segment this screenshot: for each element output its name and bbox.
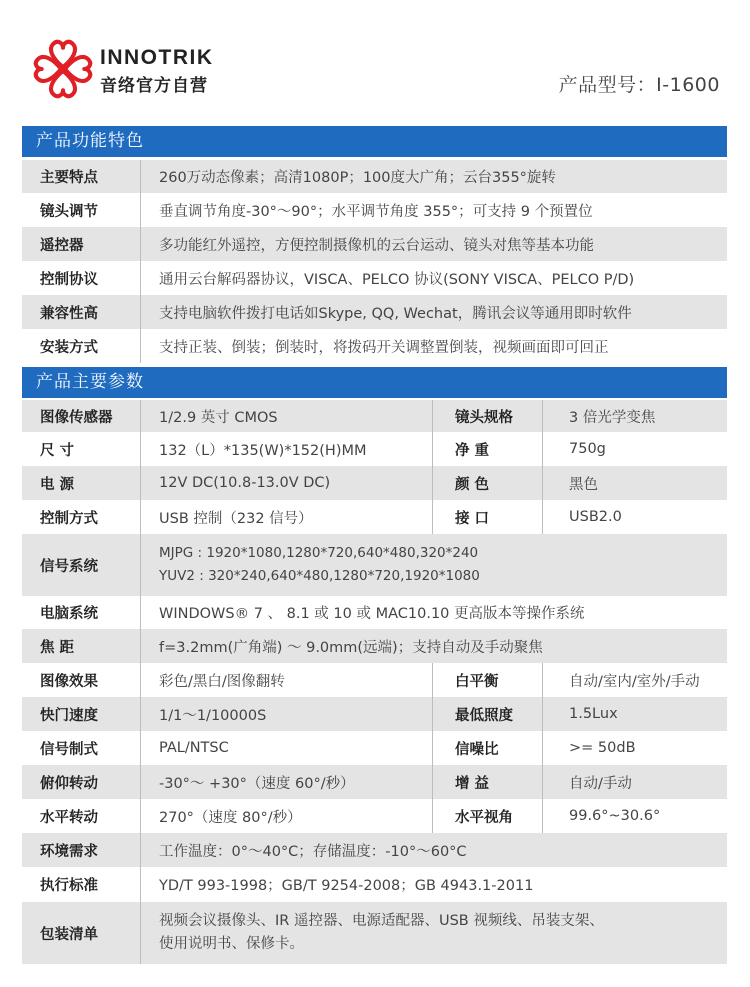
spec-value: 12V DC(10.8-13.0V DC) (140, 466, 432, 500)
spec-value-line: YUV2 : 320*240,640*480,1280*720,1920*1080 (159, 568, 480, 584)
feature-row (22, 261, 727, 295)
spec-row (22, 400, 727, 432)
brand-logo-icon (32, 38, 94, 100)
spec-row (22, 534, 727, 596)
spec-row (22, 432, 727, 466)
spec-label: 执行标准 (40, 878, 98, 894)
spec-label: 图像效果 (40, 673, 98, 690)
feature-label: 遥控器 (40, 237, 84, 254)
spec-value: 黑色 (542, 466, 727, 500)
spec-value: -30°～ +30°（速度 60°/秒） (140, 765, 432, 799)
section-title-specs: 产品主要参数 (22, 367, 727, 398)
spec-label: 焦 距 (40, 639, 75, 656)
spec-label: 镜头规格 (432, 400, 542, 432)
spec-value-line: 使用说明书、保修卡。 (159, 936, 304, 952)
feature-value: 支持正装、倒装；倒装时，将拨码开关调整置倒装，视频画面即可回正 (140, 329, 727, 363)
spec-row (22, 697, 727, 731)
spec-label: 尺 寸 (40, 442, 75, 459)
spec-label: 净 重 (432, 432, 542, 466)
spec-label: 接 口 (432, 500, 542, 534)
spec-value: 自动/室内/室外/手动 (542, 663, 727, 697)
spec-value: 1/2.9 英寸 CMOS (140, 400, 432, 432)
spec-label: 信噪比 (432, 731, 542, 765)
feature-row (22, 160, 727, 193)
feature-row (22, 329, 727, 363)
spec-value: 270°（速度 80°/秒） (140, 799, 432, 833)
spec-label: 控制方式 (40, 510, 98, 527)
brand-name-en: INNOTRIK (100, 46, 214, 69)
spec-label: 白平衡 (432, 663, 542, 697)
spec-label: 快门速度 (40, 707, 98, 724)
spec-row (22, 765, 727, 799)
feature-value: 通用云台解码器协议，VISCA、PELCO 协议(SONY VISCA、PELCO P/D) (140, 261, 727, 295)
spec-label: 水平视角 (432, 799, 542, 833)
spec-value: USB 控制（232 信号） (140, 500, 432, 534)
feature-label: 镜头调节 (40, 203, 98, 220)
spec-value: USB2.0 (542, 500, 727, 534)
feature-label: 控制协议 (40, 271, 98, 288)
spec-value: 3 倍光学变焦 (542, 400, 727, 432)
spec-row (22, 731, 727, 765)
section-title-features: 产品功能特色 (22, 126, 727, 157)
spec-value: YD/T 993-1998；GB/T 9254-2008；GB 4943.1-2011 (140, 867, 727, 902)
spec-label: 俯仰转动 (40, 775, 98, 792)
feature-value: 多功能红外遥控，方便控制摄像机的云台运动、镜头对焦等基本功能 (140, 227, 727, 261)
spec-value: 99.6°~30.6° (542, 799, 727, 833)
spec-value-line: 视频会议摄像头、IR 遥控器、电源适配器、USB 视频线、吊装支架、 (159, 913, 604, 929)
brand-name-cn: 音络官方自营 (100, 76, 208, 96)
spec-value: 1.5Lux (542, 697, 727, 731)
spec-value: WINDOWS® 7 、 8.1 或 10 或 MAC10.10 更高版本等操作系统 (140, 596, 727, 629)
spec-row (22, 596, 727, 629)
spec-label: 电 源 (40, 476, 75, 493)
spec-row (22, 629, 727, 663)
feature-row (22, 227, 727, 261)
feature-row (22, 295, 727, 329)
spec-label: 信号制式 (40, 741, 98, 758)
spec-label: 水平转动 (40, 809, 98, 826)
feature-label: 主要特点 (40, 170, 98, 186)
spec-label: 信号系统 (40, 558, 98, 575)
spec-value: PAL/NTSC (140, 731, 432, 765)
spec-label: 包装清单 (40, 926, 98, 943)
product-model: 产品型号：I-1600 (558, 74, 720, 96)
spec-label: 环境需求 (40, 843, 98, 860)
spec-value: 750g (542, 432, 727, 466)
spec-value-multiline (140, 902, 727, 964)
spec-value: f=3.2mm(广角端) ～ 9.0mm(远端)；支持自动及手动聚焦 (140, 629, 727, 663)
page-header (0, 0, 750, 125)
feature-row (22, 193, 727, 227)
spec-row (22, 500, 727, 534)
feature-label: 兼容性高 (40, 305, 98, 322)
spec-value-line: MJPG : 1920*1080,1280*720,640*480,320*240 (159, 545, 479, 561)
spec-value: 1/1～1/10000S (140, 697, 432, 731)
feature-value: 支持电脑软件拨打电话如Skype, QQ, Wechat，腾讯会议等通用即时软件 (140, 295, 727, 329)
spec-value-multiline (140, 534, 727, 596)
spec-value: 自动/手动 (542, 765, 727, 799)
spec-label: 增 益 (432, 765, 542, 799)
spec-row (22, 902, 727, 964)
spec-label: 图像传感器 (40, 409, 113, 426)
spec-label: 颜 色 (432, 466, 542, 500)
spec-value: 132（L）*135(W)*152(H)MM (140, 432, 432, 466)
spec-value: 工作温度：0°～40°C；存储温度：-10°～60°C (140, 833, 727, 867)
feature-value: 260万动态像素；高清1080P；100度大广角；云台355°旋转 (140, 160, 727, 193)
feature-value: 垂直调节角度-30°～90°；水平调节角度 355°；可支持 9 个预置位 (140, 193, 727, 227)
spec-value: >= 50dB (542, 731, 727, 765)
spec-row (22, 833, 727, 867)
spec-row (22, 867, 727, 902)
spec-label: 最低照度 (432, 697, 542, 731)
spec-row (22, 799, 727, 833)
spec-value: 彩色/黑白/图像翻转 (140, 663, 432, 697)
feature-label: 安装方式 (40, 339, 98, 356)
spec-row (22, 663, 727, 697)
spec-label: 电脑系统 (40, 606, 98, 622)
spec-row (22, 466, 727, 500)
